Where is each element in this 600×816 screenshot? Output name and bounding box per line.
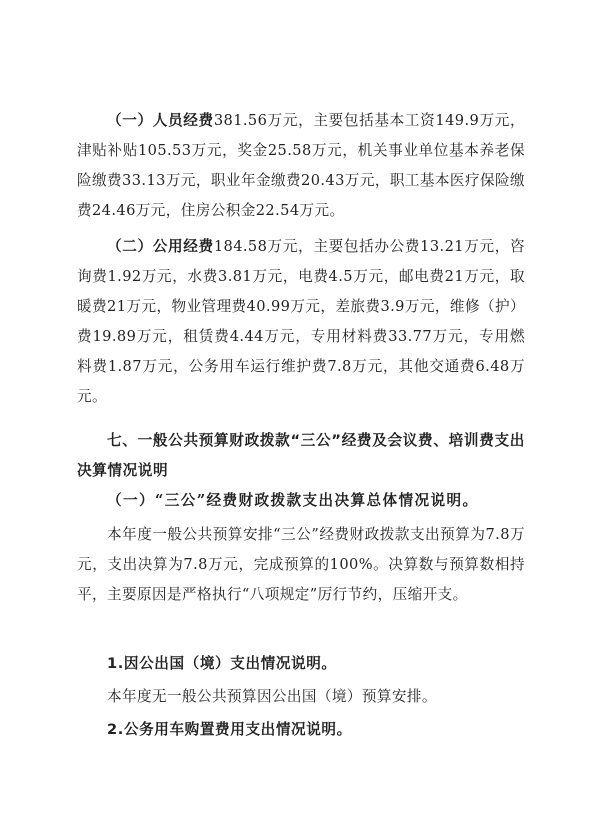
abroad-heading: 1.因公出国（境）支出情况说明。: [107, 655, 337, 672]
overview-paragraph: 本年度一般公共预算安排“三公”经费财政拨款支出预算为7.8万元，支出决算为7.8万元，完成预算的100%。决算数与预算数相持平，主要原因是严格执行“八项规定”厉行节约，压缩开支。: [77, 526, 525, 603]
vehicle-heading: 2.公务用车购置费用支出情况说明。: [107, 721, 352, 738]
public-expense-text: 184.58万元，主要包括办公费13.21万元，咨询费1.92万元，水费3.81万元，电费4.5万元，邮电费21万元，取暖费21万元，物业管理费40.99万元，差旅费3.9万元，维修（护）费19.89万元，租赁费4.44万元，专用材料费33.77万元，专用燃料费1.87万元，公务用车运行维护费7.8万元，其他交通费6.48万元。: [77, 238, 525, 405]
overview-heading: （一）“三公”经费财政拨款支出决算总体情况说明。: [107, 492, 479, 509]
personnel-expense-label: （一）人员经费: [107, 112, 214, 129]
public-expense-label: （二）公用经费: [107, 238, 214, 255]
public-expense-paragraph: [77, 232, 525, 412]
abroad-paragraph: 本年度无一般公共预算因公出国（境）预算安排。: [107, 688, 437, 705]
personnel-expense-text: 381.56万元，主要包括基本工资149.9万元，津贴补贴105.53万元，奖金25.58万元，机关事业单位基本养老保险缴费33.13万元，职业年金缴费20.43万元，职工基本医疗保险缴费24.46万元，住房公积金22.54万元。: [77, 112, 525, 219]
section-7-heading: 七、一般公共预算财政拨款“三公”经费及会议费、培训费支出决算情况说明: [77, 432, 525, 479]
personnel-expense-paragraph: [77, 106, 525, 226]
